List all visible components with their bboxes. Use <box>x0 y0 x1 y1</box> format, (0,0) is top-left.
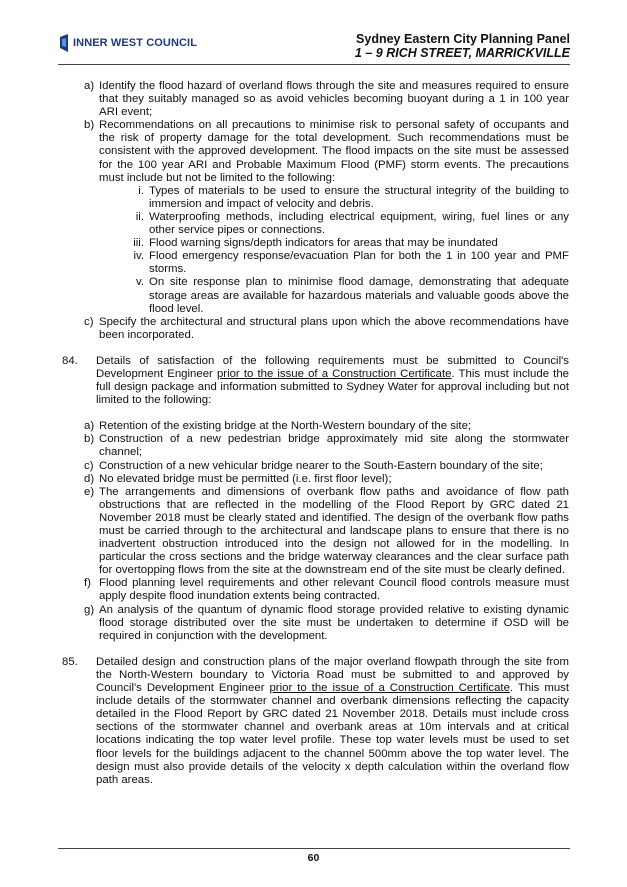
list-item-label: b) <box>84 119 95 132</box>
list-item <box>62 420 569 433</box>
list-item <box>62 577 569 603</box>
page-header <box>58 30 570 70</box>
roman-item-label: v. <box>135 276 144 289</box>
condition-number: 84. <box>62 354 78 367</box>
roman-item <box>62 250 569 276</box>
roman-item <box>62 185 569 211</box>
list-item-text: Construction of a new vehicular bridge nearer to the South-Eastern boundary of the site; <box>99 459 543 472</box>
footer-rule <box>58 848 570 849</box>
document-body <box>62 80 569 787</box>
roman-item <box>62 211 569 237</box>
list-item-label: f) <box>84 577 91 590</box>
list-item-label: d) <box>84 472 95 485</box>
roman-item-text: Waterproofing methods, including electrical equipment, wiring, fuel lines or any other service pipes or connections. <box>149 210 569 237</box>
list-item-text: Retention of the existing bridge at the North-Western boundary of the site; <box>99 420 472 433</box>
page-number: 60 <box>307 852 320 864</box>
roman-item-label: iv. <box>133 250 144 263</box>
condition-underlined-text: prior to the issue of a Construction Certificate <box>216 367 452 380</box>
list-item-text: Specify the architectural and structural plans upon which the above recommendations have been incorporated. <box>99 315 569 341</box>
list-item-label: c) <box>84 315 94 328</box>
list-item-text: The arrangements and dimensions of overbank flow paths and avoidance of flow path obstructions that are reflected in the modelling of the Flood Report by GRC dated 21 November 2018 must be clearly stated and identified. The design of the overbank flow paths must be carried through to the architectural and landscape plans to ensure that there is no inadvertent obstruction introduced into the design not allowed for in the modelling. In particular the cross sections and the bridge waterway clearances and the clear surface path for overtopping flows from the site at the downstream end of the site must be clearly defined. <box>99 485 569 577</box>
list-item <box>62 473 569 486</box>
list-item <box>62 460 569 473</box>
council-logo <box>58 34 197 52</box>
list-item <box>62 433 569 459</box>
council-logo-icon <box>58 34 70 52</box>
header-title <box>355 32 570 60</box>
list-item-label: b) <box>84 433 95 446</box>
roman-item-label: iii. <box>133 237 144 250</box>
condition-text: . This must include the full design package and information submitted to Sydney Water for approval including but not limited to the following: <box>96 367 569 407</box>
roman-item <box>62 276 569 315</box>
list-item-label: a) <box>84 80 95 92</box>
header-title-line2: 1 – 9 RICH STREET, MARRICKVILLE <box>354 46 570 60</box>
list-item <box>62 316 569 342</box>
list-item <box>62 486 569 578</box>
list-item-label: a) <box>84 420 95 433</box>
list-item-label: g) <box>84 603 95 616</box>
header-rule <box>58 64 570 65</box>
list-item-text: Recommendations on all precautions to minimise risk to personal safety of occupants and the risk of property damage for the total development. Such recommendations must be consistent with the approved development. The flood impacts on the site must be assessed for the 100 year ARI and Probable Maximum Flood (PMF) storm events. The precautions must include but not be limited to the following: <box>99 119 569 184</box>
condition-85 <box>62 656 569 787</box>
list-item-text: An analysis of the quantum of dynamic flood storage provided relative to existing dynamic flood storage distributed over the site must be undertaken to determine if OSD will be required in conjunction with the development. <box>99 603 569 642</box>
list-item-text: Construction of a new pedestrian bridge approximately mid site along the stormwater channel; <box>99 433 569 459</box>
list-item-text: Identify the flood hazard of overland flows through the site and measures required to ensure that they suitably managed so as avoid vehicles becoming buoyant during a 1 in 100 year ARI event; <box>99 80 569 119</box>
condition-text: . This must include details of the stormwater channel and overbank dimensions reflecting the capacity detailed in the Flood Report by GRC dated 21 November 2018. Details must include cross sections of the stormwater channel and overbank areas at 10m intervals and at critical locations indicating the top water level profile. These top water levels must be used to set floor levels for the buildings adjacent to the channel 500mm above the top water level. The design must also provide details of the velocity x depth calculation within the overland flow path areas. <box>96 682 570 786</box>
condition-text: Details of satisfaction of the following requirements must be submitted to Council's Development Engineer <box>96 354 569 380</box>
condition-text: Detailed design and construction plans of the major overland flowpath through the site from the North-Western boundary to Victoria Road must be submitted to and approved by Council's Development Engineer <box>96 655 569 695</box>
condition-underlined-text: prior to the issue of a Construction Certificate <box>269 682 510 695</box>
list-item <box>62 604 569 643</box>
list-item-label: c) <box>84 459 94 472</box>
roman-item-label: i. <box>138 184 144 197</box>
roman-item <box>62 237 569 250</box>
condition-84 <box>62 355 569 407</box>
list-item-text: Flood planning level requirements and other relevant Council flood controls measure must apply despite flood inundation extents being contracted. <box>99 577 569 603</box>
list-item <box>62 119 569 184</box>
list-item-label: e) <box>84 485 95 498</box>
list-item <box>62 80 569 119</box>
roman-item-text: Flood emergency response/evacuation Plan for both the 1 in 100 year and PMF storms. <box>149 250 569 276</box>
list-item-text: No elevated bridge must be permitted (i.e. first floor level); <box>99 472 392 485</box>
roman-item-label: ii. <box>135 210 144 223</box>
roman-item-text: Types of materials to be used to ensure the structural integrity of the building to immersion and impact of velocity and debris. <box>149 184 569 210</box>
logo-text: INNER WEST COUNCIL <box>73 37 198 49</box>
condition-number: 85. <box>62 655 78 668</box>
roman-item-text: On site response plan to minimise flood damage, demonstrating that adequate storage areas are available for hazardous materials and valuable goods above the flood level. <box>149 276 569 315</box>
header-title-line1: Sydney Eastern City Planning Panel <box>356 32 570 46</box>
roman-item-text: Flood warning signs/depth indicators for areas that may be inundated <box>149 237 498 250</box>
